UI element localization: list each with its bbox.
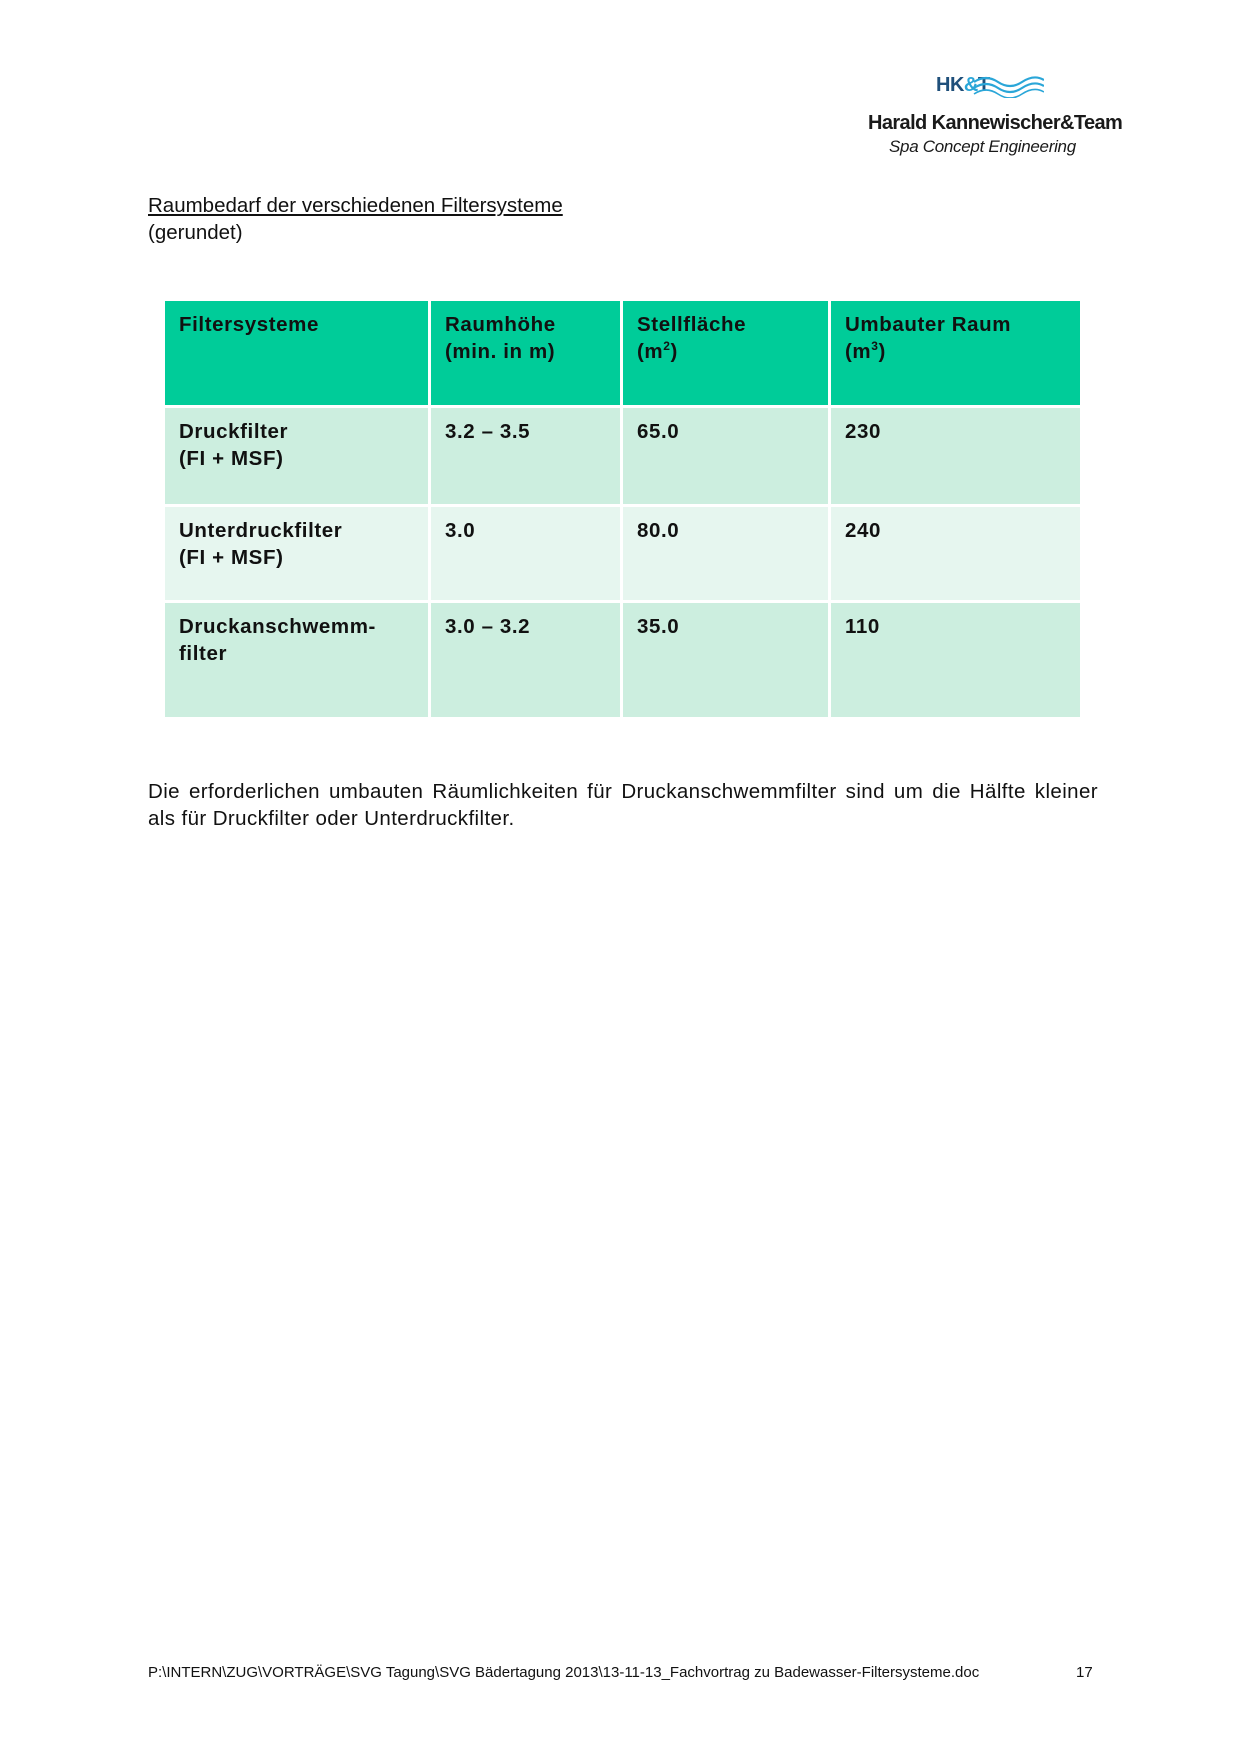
header-filtersysteme: Filtersysteme [164,300,430,407]
filter-systems-table [162,298,1083,720]
cell-area: 35.0 [622,602,830,719]
header-umbauter-raum: Umbauter Raum $(m^3)$ [830,300,1082,407]
cell-filter-name: Druckfilter (FI + MSF) [164,407,430,506]
section-title: Raumbedarf der verschiedenen Filtersysteme [148,194,563,217]
cell-area: 65.0 [622,407,830,506]
cell-filter-name: Druckanschwemm- filter [164,602,430,719]
logo-mark: HK&T [936,74,990,96]
company-tagline: Spa Concept Engineering [889,137,1076,156]
cell-volume: 230 [830,407,1082,506]
waves-icon [972,74,1044,98]
table-row [164,506,1082,602]
cell-volume: 110 [830,602,1082,719]
cell-height: 3.2 – 3.5 [430,407,622,506]
header-raumhoehe: Raumhöhe (min. in m) [430,300,622,407]
table-header-row [164,300,1082,407]
page-number: 17 [1076,1664,1093,1681]
company-name: Harald Kannewischer&Team [868,112,1123,134]
footer-file-path: P:\INTERN\ZUG\VORTRÄGE\SVG Tagung\SVG Bädertagung 2013\13-11-13_Fachvortrag zu Badewasser-Filtersysteme.doc [148,1664,980,1681]
header-stellflaeche: Stellfläche $(m^2)$ [622,300,830,407]
section-heading [148,192,563,246]
section-subtitle: (gerundet) [148,221,243,244]
cell-height: 3.0 – 3.2 [430,602,622,719]
table-row [164,407,1082,506]
cell-filter-name: Unterdruckfilter (FI + MSF) [164,506,430,602]
table-row [164,602,1082,719]
cell-area: 80.0 [622,506,830,602]
cell-volume: 240 [830,506,1082,602]
cell-height: 3.0 [430,506,622,602]
company-logo [868,72,1123,168]
body-paragraph: Die erforderlichen umbauten Räumlichkeiten für Druckanschwemmfilter sind um die Hälfte kleiner als für Druckfilter oder Unterdruckfilter. [148,780,1098,830]
